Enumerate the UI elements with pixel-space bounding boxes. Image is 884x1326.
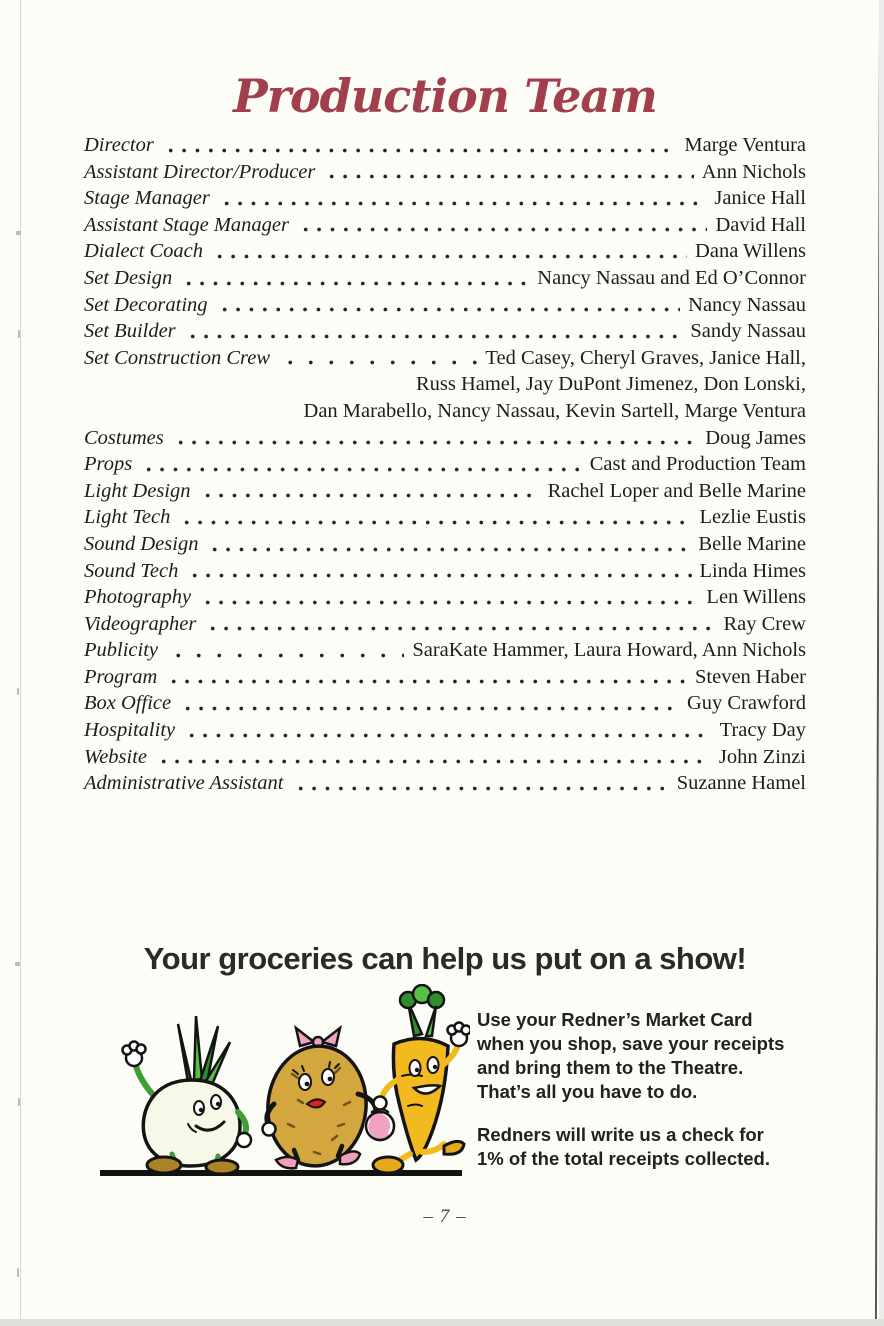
page-title: Production Team [233,69,657,123]
dot-leader [206,547,690,552]
credit-name: Linda Himes [699,559,806,582]
credit-row [84,132,806,159]
credit-row [84,159,806,186]
credit-row [84,292,806,319]
dot-leader [323,174,693,179]
dot-leader [178,520,691,525]
credit-row [84,744,806,771]
right-margin-shade [879,0,884,1326]
credit-row [84,717,806,744]
left-crease-line [20,0,21,1326]
credit-row [84,345,806,372]
credit-name: Janice Hall [714,187,806,210]
credit-role: Set Builder [84,320,176,343]
dot-leader [140,467,582,472]
dot-leader [292,786,669,791]
credit-name: Ray Crew [723,612,806,635]
groceries-illustration [92,984,470,1186]
dot-leader [216,307,681,312]
dot-leader [204,626,715,631]
credit-role: Photography [84,586,192,609]
credit-row [84,318,806,345]
credit-role: Sound Tech [84,559,179,582]
credit-role: Box Office [84,692,172,715]
credit-role: Sound Design [84,532,199,555]
scan-speck [17,1268,19,1277]
credit-row [84,584,806,611]
credit-role: Set Decorating [84,293,208,316]
credit-name: Len Willens [706,586,806,609]
credit-role: Light Design [84,479,191,502]
credit-row [84,664,806,691]
ad-copy-line: Redners will write us a check for [477,1124,764,1145]
dot-leader [184,334,683,339]
credit-name: Rachel Loper and Belle Marine [547,479,806,502]
credit-role: Publicity [84,639,159,662]
credit-name: Sandy Nassau [690,320,806,343]
credit-row [84,238,806,265]
credit-role: Videographer [84,612,197,635]
credit-name: Nancy Nassau and Ed O’Connor [537,266,806,289]
credit-name: Ted Casey, Cheryl Graves, Janice Hall, [485,346,806,369]
dot-leader [218,201,707,206]
dot-leader [186,573,691,578]
ad-copy-line: and bring them to the Theatre. [477,1057,744,1078]
scan-speck [18,330,20,338]
page-number: – 7 – [423,1206,467,1227]
credit-name: Tracy Day [719,719,806,742]
ad-copy-line: That’s all you have to do. [477,1081,698,1102]
ad-copy-line: 1% of the total receipts collected. [477,1148,770,1169]
credit-name: Ann Nichols [701,160,806,183]
credit-name: Belle Marine [698,532,806,555]
dot-leader [211,254,687,259]
credit-row [84,265,806,292]
credit-name: Guy Crawford [687,692,806,715]
credit-name: Lezlie Eustis [699,506,806,529]
scan-speck [18,1098,20,1106]
credit-name: Suzanne Hamel [676,772,806,795]
credit-role: Assistant Director/Producer [84,160,316,183]
credit-role: Program [84,665,158,688]
credit-name: SaraKate Hammer, Laura Howard, Ann Nichols [412,639,806,662]
credit-role: Costumes [84,426,164,449]
dot-leader [166,653,404,658]
ad-copy [477,1008,807,1171]
credit-role: Stage Manager [84,187,210,210]
credit-role: Set Construction Crew [84,346,271,369]
scan-speck [15,962,20,966]
credit-role: Dialect Coach [84,240,203,263]
credit-name: David Hall [715,213,806,236]
dot-leader [172,440,697,445]
bottom-scan-edge [0,1319,884,1326]
credit-role: Website [84,745,148,768]
dot-leader [179,706,679,711]
credits-list [84,132,806,797]
credit-row [84,212,806,239]
credit-name: Marge Ventura [684,134,806,156]
credit-role: Set Design [84,266,173,289]
onion-character [123,1016,252,1174]
credit-role: Light Tech [84,506,171,529]
credit-row [84,451,806,478]
credit-name: Cast and Production Team [589,453,806,476]
credit-row [84,425,806,452]
dot-leader [155,759,711,764]
ad-paragraph-2 [477,1123,807,1171]
credit-name: Dana Willens [695,240,806,263]
credit-role: Director [84,134,154,156]
credit-name: Nancy Nassau [688,293,806,316]
credit-row [84,611,806,638]
scan-speck [16,231,21,235]
credit-row [84,558,806,585]
dot-leader [162,148,677,153]
dot-leader [297,227,707,232]
credit-row [84,637,806,664]
dot-leader [278,360,477,365]
scan-speck [17,688,19,695]
credit-name: Doug James [705,426,806,449]
credit-row [84,690,806,717]
credit-continuation: Dan Marabello, Nancy Nassau, Kevin Sartell, Marge Ventura [303,399,806,422]
dot-leader [199,600,698,605]
dot-leader [199,493,540,498]
ad-copy-line: when you shop, save your receipts [477,1033,785,1054]
credit-role: Props [84,453,133,476]
credit-continuation: Russ Hamel, Jay DuPont Jimenez, Don Lonski, [415,373,806,396]
ad-paragraph-1 [477,1008,807,1104]
dot-leader [183,733,712,738]
credit-row [84,478,806,505]
credit-role: Administrative Assistant [84,772,284,795]
dot-leader [180,281,529,286]
credit-role: Assistant Stage Manager [84,213,289,236]
credit-row [84,770,806,797]
credit-row [84,531,806,558]
ad-headline: Your groceries can help us put on a show! [143,941,747,976]
credit-name: John Zinzi [718,745,806,768]
carrot-character [373,985,470,1173]
credit-role: Hospitality [84,719,176,742]
credit-row [84,185,806,212]
dot-leader [165,679,687,684]
ad-copy-line: Use your Redner’s Market Card [477,1009,753,1030]
credit-name: Steven Haber [695,665,806,688]
credit-row [84,504,806,531]
